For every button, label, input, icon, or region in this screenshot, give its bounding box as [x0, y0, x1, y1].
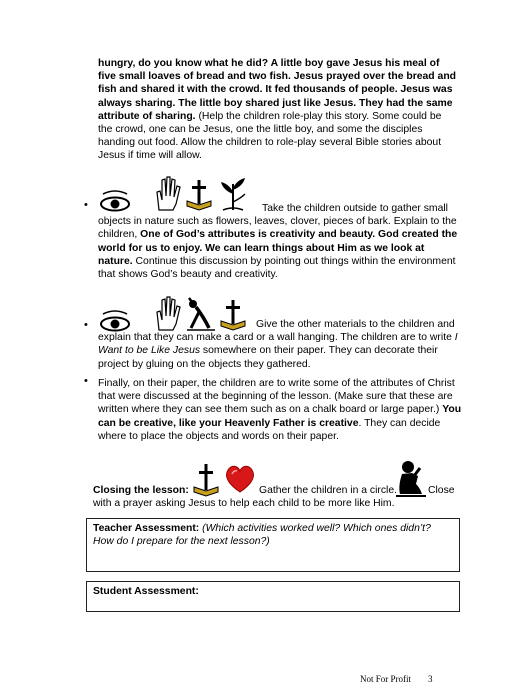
footer-text: Not For Profit	[360, 674, 412, 684]
cross-bible-icon	[194, 464, 218, 496]
bullet-dot: •	[84, 319, 88, 331]
bullet1-text	[98, 202, 458, 281]
bullet3-part3: . They can decide where to place the objects and words on their paper.	[98, 417, 441, 442]
bullet2-part3: somewhere on their paper. They can decorate their project by gluing on the objects they gathered.	[98, 345, 438, 370]
intro-paragraph	[98, 57, 456, 163]
bullet2-part1: Give the other materials to the children and explain that they can make a card or a wall hanging. The children are to write	[98, 319, 455, 344]
bullet2-text	[98, 318, 458, 371]
bullet3-bold: You can be creative, like your Heavenly Father is creative	[98, 404, 462, 429]
student-assessment-label: Student Assessment:	[93, 586, 199, 597]
closing-text1: Gather the children in a circle.	[259, 485, 398, 496]
footer	[360, 674, 411, 684]
teacher-assessment-box[interactable]	[86, 518, 460, 572]
intro-normal-text: (Help the children role-play this story. Some could be the crowd, one can be Jesus, one the little boy, and some the disciples handing out food. Allow the children to role-play several Bible stories about Jesus if time will allow.	[98, 110, 442, 162]
teacher-assessment-prompt: (Which activities worked well? Which ones didn’t? How do I prepare for the next lesson?)	[93, 523, 431, 548]
page-number-text: 3	[428, 674, 433, 684]
closing-line-1b	[259, 484, 397, 497]
bullet2-italic: I Want to be Like Jesus	[98, 332, 458, 357]
teacher-assessment-text	[93, 522, 453, 548]
closing-label: Closing the lesson:	[93, 485, 189, 496]
page-number	[428, 674, 433, 684]
bullet1-part3: Continue this discussion by pointing out things within the environment that shows God’s beauty and creativity.	[98, 255, 456, 281]
bullet3-text	[98, 377, 463, 443]
intro-bold-text: hungry, do you know what he did? A little boy gave Jesus his meal of five small loaves of bread and two fish. Jesus prayed over the bread and fish and shared it with the crowd. It fed thousands of people. Jesus was always sharing. The little boy shared just like Jesus. They had the same attribute of sharing.	[98, 58, 457, 122]
heart-icon	[227, 466, 254, 492]
teacher-assessment-label: Teacher Assessment:	[93, 523, 200, 534]
bullet3-part1: Finally, on their paper, the children are to write some of the attributes of Christ that were discussed at the beginning of the lesson. (Make sure that these are written where they can see them such as on a chalk board or large paper.)	[98, 378, 455, 416]
closing-line-1c	[428, 484, 455, 497]
closing-text2: Close	[428, 485, 455, 496]
bullet1-part1: Take the children outside to gather small objects in nature such as flowers, leaves, clover, pieces of bark. Explain to the children,	[98, 203, 457, 241]
closing-line-1	[93, 484, 189, 497]
bullet-dot: •	[84, 199, 88, 211]
praying-child-icon	[396, 460, 428, 498]
closing-line-2	[93, 497, 473, 510]
bullet1-bold: One of God’s attributes is creativity and beauty. God created the world for us to enjoy. We can learn things about Him as we look at nature.	[98, 229, 458, 267]
student-assessment-box[interactable]	[86, 581, 460, 612]
closing-text3: with a prayer asking Jesus to help each child to be more like Him.	[93, 498, 395, 509]
bullet-dot: •	[84, 375, 88, 387]
student-assessment-text	[93, 585, 199, 598]
